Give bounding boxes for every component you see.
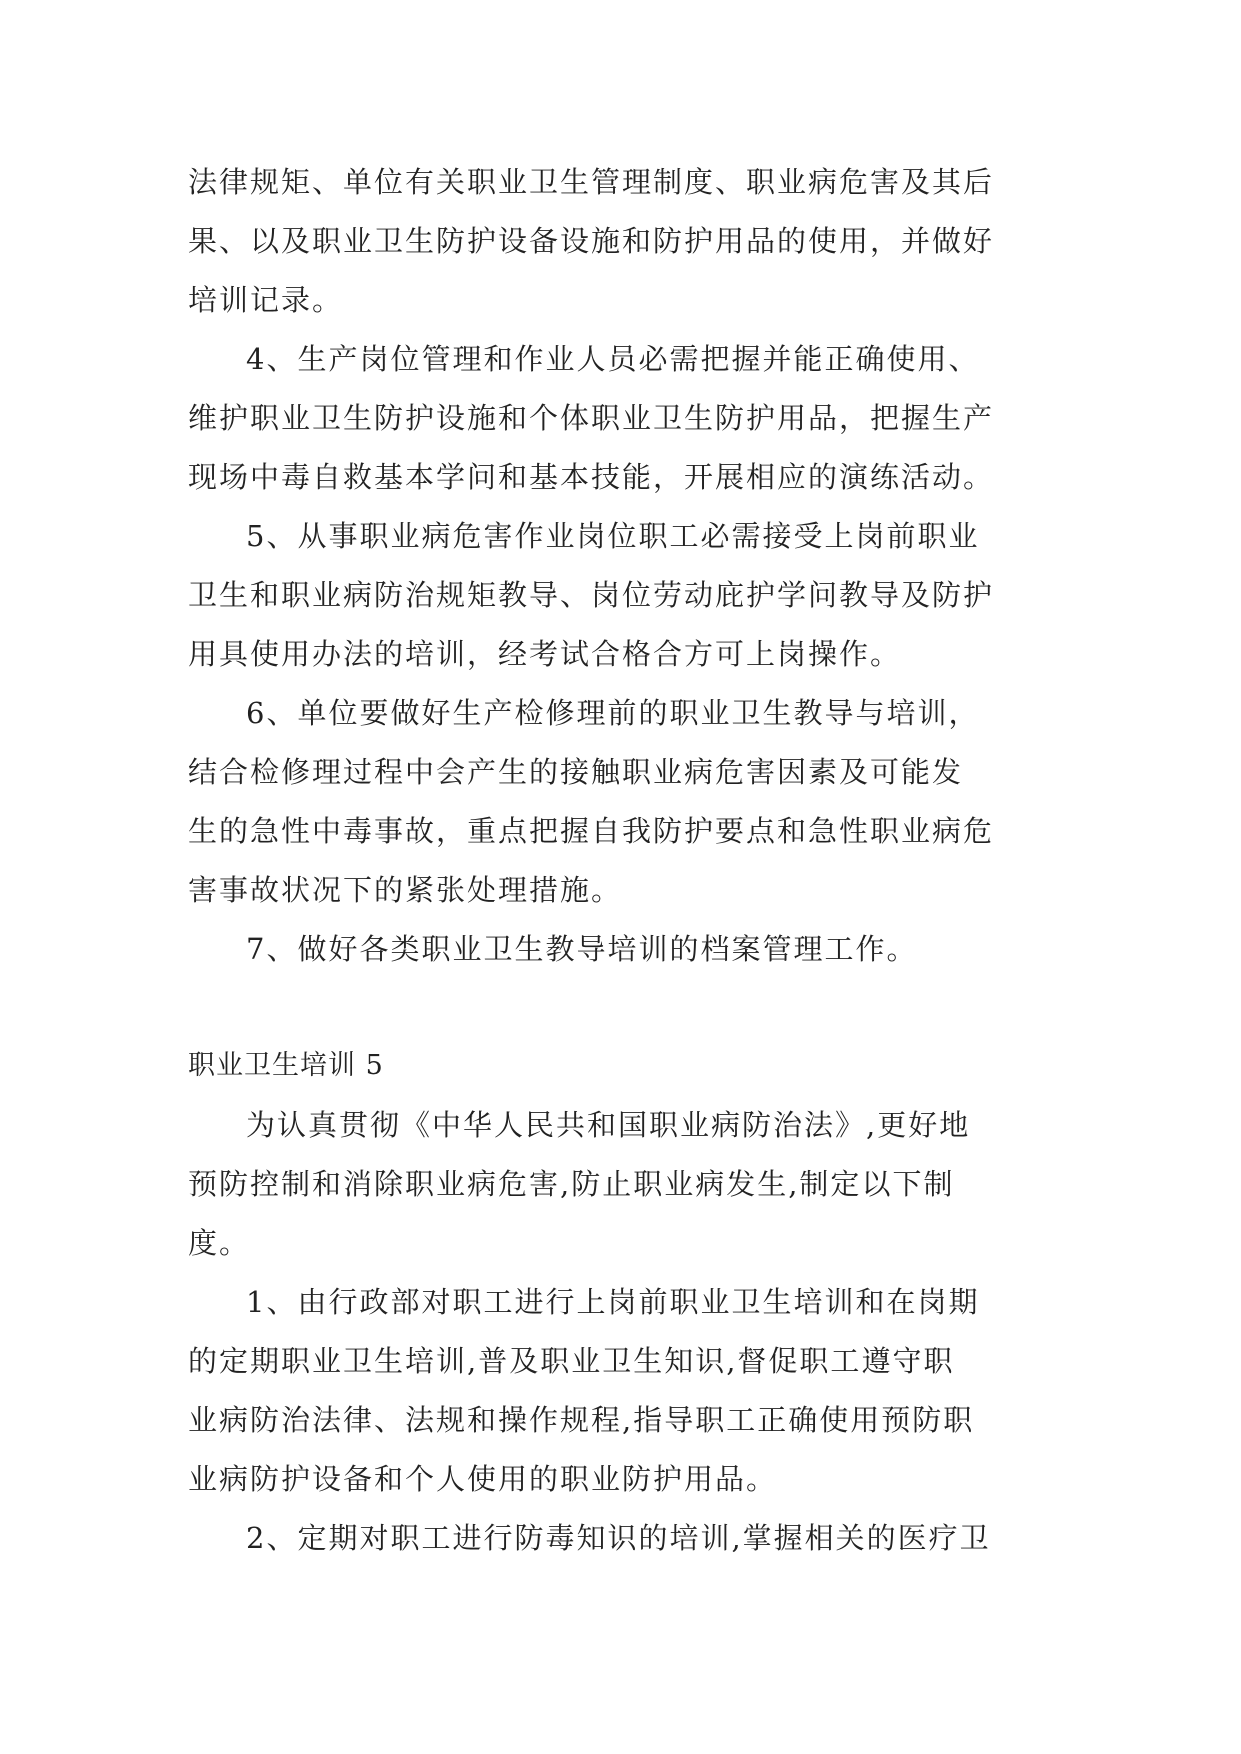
text-line: 为认真贯彻《中华人民共和国职业病防治法》,更好地 <box>246 1108 971 1142</box>
document-page <box>188 162 1058 1577</box>
text-line: 的定期职业卫生培训,普及职业卫生知识,督促职工遵守职 <box>188 1344 955 1378</box>
paragraph-continuation <box>188 162 1058 320</box>
paragraph-intro <box>188 1105 1058 1263</box>
text-line: 果、以及职业卫生防护设备设施和防护用品的使用，并做好 <box>188 224 995 258</box>
paragraph-item-2 <box>188 1518 1058 1558</box>
text-line: 结合检修理过程中会产生的接触职业病危害因素及可能发 <box>188 755 964 789</box>
text-line: 6、单位要做好生产检修理前的职业卫生教导与培训， <box>246 696 980 730</box>
text-line: 用具使用办法的培训，经考试合格合方可上岗操作。 <box>188 637 902 671</box>
section-gap <box>188 988 1058 1046</box>
text-line: 1、由行政部对职工进行上岗前职业卫生培训和在岗期 <box>246 1285 980 1319</box>
text-line: 法律规矩、单位有关职业卫生管理制度、职业病危害及其后 <box>188 165 995 199</box>
text-line: 预防控制和消除职业病危害,防止职业病发生,制定以下制 <box>188 1167 955 1201</box>
text-line: 生的急性中毒事故，重点把握自我防护要点和急性职业病危 <box>188 814 995 848</box>
text-line: 业病防护设备和个人使用的职业防护用品。 <box>188 1462 778 1496</box>
paragraph-item-4 <box>188 339 1058 497</box>
paragraph-item-7 <box>188 929 1058 969</box>
text-line: 害事故状况下的紧张处理措施。 <box>188 873 623 907</box>
text-line: 2、定期对职工进行防毒知识的培训,掌握相关的医疗卫 <box>246 1521 991 1555</box>
text-line: 现场中毒自救基本学问和基本技能，开展相应的演练活动。 <box>188 460 995 494</box>
paragraph-item-6 <box>188 693 1058 910</box>
text-line: 7、做好各类职业卫生教导培训的档案管理工作。 <box>246 932 918 966</box>
section-heading: 职业卫生培训 5 <box>188 1050 384 1081</box>
paragraph-item-1 <box>188 1282 1058 1499</box>
text-line: 培训记录。 <box>188 283 344 317</box>
text-line: 维护职业卫生防护设施和个体职业卫生防护用品，把握生产 <box>188 401 995 435</box>
text-line: 业病防治法律、法规和操作规程,指导职工正确使用预防职 <box>188 1403 975 1437</box>
text-line: 度。 <box>188 1226 251 1260</box>
text-line: 4、生产岗位管理和作业人员必需把握并能正确使用、 <box>246 342 980 376</box>
paragraph-item-5 <box>188 516 1058 674</box>
text-line: 卫生和职业病防治规矩教导、岗位劳动庇护学问教导及防护 <box>188 578 995 612</box>
text-line: 5、从事职业病危害作业岗位职工必需接受上岗前职业 <box>246 519 980 553</box>
